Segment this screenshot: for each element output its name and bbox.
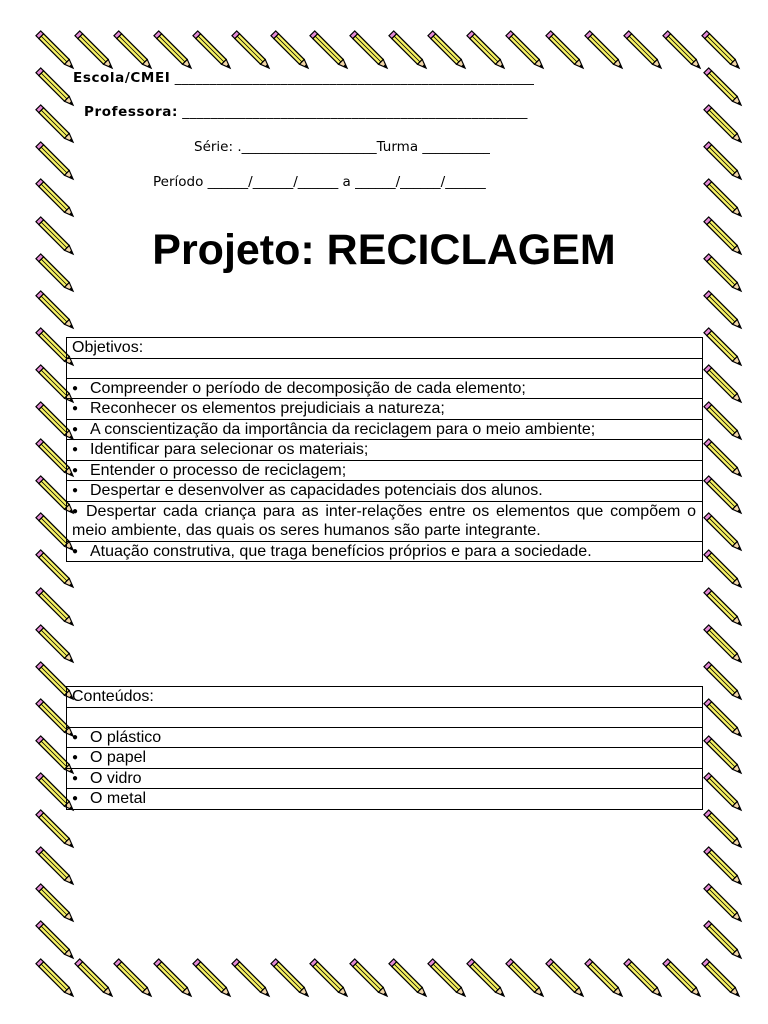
pencil-icon — [700, 735, 746, 775]
list-item: ● Entender o processo de reciclagem; — [67, 460, 703, 481]
bullet-icon: ● — [72, 464, 79, 476]
pencil-icon — [700, 475, 746, 515]
school-label: Escola/CMEI — [73, 70, 171, 86]
bullet-icon: ● — [72, 731, 79, 743]
pencil-icon — [700, 587, 746, 627]
period-line: Período ______/______/______ a ______/______/______ — [153, 174, 486, 190]
contents-heading: Conteúdos: — [67, 687, 703, 708]
pencil-icon — [700, 661, 746, 701]
teacher-field[interactable]: _________________________________________________ — [182, 104, 528, 120]
list-item: ● O papel — [67, 748, 703, 769]
pencil-icon — [700, 809, 746, 849]
pencil-icon — [32, 141, 78, 181]
list-item: ● Compreender o período de decomposição de cada elemento; — [67, 378, 703, 399]
pencil-icon — [32, 809, 78, 849]
pencil-icon — [32, 290, 78, 330]
contents-table — [66, 686, 703, 810]
list-item: ● Despertar e desenvolver as capacidades potenciais dos alunos. — [67, 481, 703, 502]
teacher-line — [84, 104, 528, 120]
list-item: ● Reconhecer os elementos prejudiciais a natureza; — [67, 399, 703, 420]
pencil-icon — [32, 920, 78, 960]
pencil-icon — [700, 512, 746, 552]
list-item: ● Identificar para selecionar os materiais; — [67, 440, 703, 461]
pencil-icon — [32, 624, 78, 664]
list-item: ● Atuação construtiva, que traga benefícios próprios e para a sociedade. — [67, 541, 703, 562]
list-item: ● O metal — [67, 789, 703, 810]
pencil-icon — [700, 401, 746, 441]
pencil-icon — [700, 883, 746, 923]
pencil-icon — [700, 364, 746, 404]
page-title: Projeto: RECICLAGEM — [152, 226, 616, 274]
pencil-icon — [32, 883, 78, 923]
school-line — [73, 70, 534, 86]
list-item: ● O plástico — [67, 727, 703, 748]
pencil-icon — [32, 104, 78, 144]
bullet-icon: ● — [72, 545, 79, 557]
bullet-icon: ● — [72, 793, 79, 804]
pencil-icon — [700, 772, 746, 812]
pencil-icon — [700, 698, 746, 738]
list-item: ● Despertar cada criança para as inter-relações entre os elementos que compõem o meio ambiente, das quais os seres humanos são parte integrante. — [67, 501, 703, 541]
pencil-icon — [32, 846, 78, 886]
school-field[interactable]: ___________________________________________________ — [174, 70, 535, 86]
bullet-icon: ● — [72, 382, 79, 394]
pencil-icon — [698, 30, 744, 70]
pencil-icon — [700, 141, 746, 181]
bullet-icon: ● — [72, 772, 79, 784]
pencil-icon — [32, 178, 78, 218]
pencil-icon — [32, 587, 78, 627]
pencil-icon — [700, 104, 746, 144]
grade-line: Série: .____________________Turma __________ — [194, 139, 490, 155]
bullet-icon: ● — [72, 423, 79, 435]
teacher-label: Professora: — [84, 104, 178, 120]
pencil-icon — [698, 958, 744, 998]
bullet-icon: ● — [72, 485, 79, 496]
pencil-icon — [700, 67, 746, 107]
blank-row — [67, 707, 703, 727]
bullet-icon: ● — [72, 505, 79, 517]
pencil-icon — [32, 67, 78, 107]
bullet-icon: ● — [72, 752, 79, 763]
pencil-icon — [700, 920, 746, 960]
objectives-heading: Objetivos: — [67, 338, 703, 359]
pencil-icon — [700, 290, 746, 330]
bullet-icon: ● — [72, 403, 79, 414]
bullet-icon: ● — [72, 444, 79, 455]
pencil-icon — [700, 178, 746, 218]
blank-row — [67, 358, 703, 378]
pencil-icon — [700, 549, 746, 589]
pencil-icon — [700, 846, 746, 886]
pencil-icon — [700, 624, 746, 664]
list-item: ● A conscientização da importância da reciclagem para o meio ambiente; — [67, 419, 703, 440]
pencil-icon — [700, 438, 746, 478]
pencil-icon — [700, 327, 746, 367]
list-item: ● O vidro — [67, 768, 703, 789]
objectives-table — [66, 337, 703, 562]
